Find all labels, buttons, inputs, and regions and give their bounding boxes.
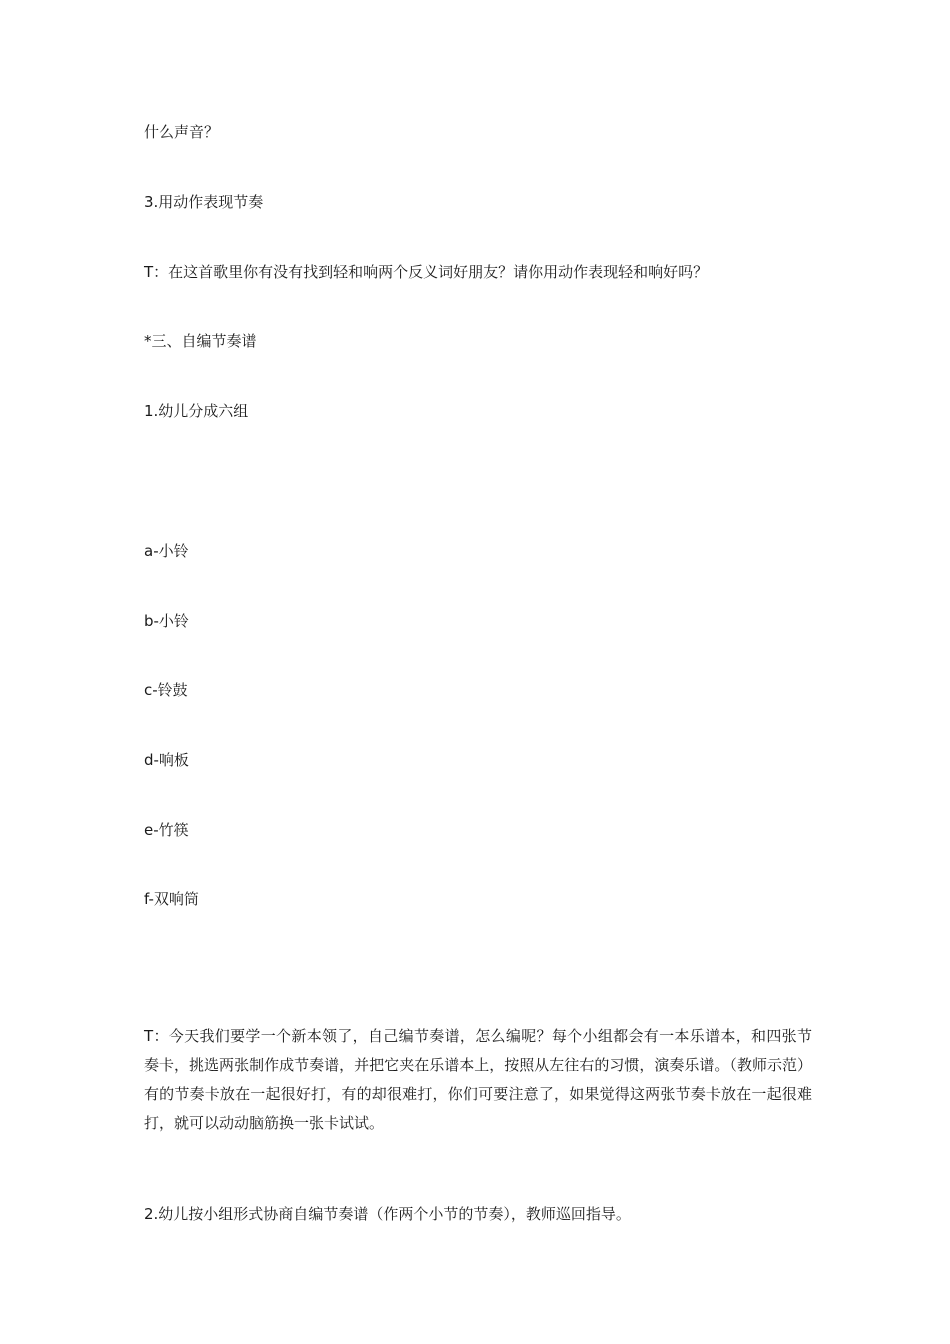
- group-item-d: d-响板: [144, 751, 189, 769]
- teacher-paragraph: T：今天我们要学一个新本领了，自己编节奏谱，怎么编呢？每个小组都会有一本乐谱本，和四张节奏卡，挑选两张制作成节奏谱，并把它夹在乐谱本上，按照从左往右的习惯，演奏乐谱。（教师示范）有的节奏卡放在一起很好打，有的却很难打，你们可要注意了，如果觉得这两张节奏卡放在一起很难打，就可以动动脑筋换一张卡试试。: [144, 1027, 812, 1132]
- step2-text: 2.幼儿按小组形式协商自编节奏谱（作两个小节的节奏），教师巡回指导。: [144, 1205, 631, 1223]
- section3-heading: *三、自编节奏谱: [144, 332, 257, 350]
- group-item-c: c-铃鼓: [144, 681, 188, 699]
- group-item-e: e-竹筷: [144, 821, 189, 839]
- step3-heading: 3.用动作表现节奏: [144, 193, 264, 211]
- step3-question: T：在这首歌里你有没有找到轻和响两个反义词好朋友？请你用动作表现轻和响好吗？: [144, 263, 709, 281]
- group-item-a: a-小铃: [144, 542, 189, 560]
- group-item-b: b-小铃: [144, 612, 189, 630]
- text-line-sound: 什么声音？: [144, 123, 220, 141]
- group-item-f: f-双响筒: [144, 890, 199, 908]
- step1-heading: 1.幼儿分成六组: [144, 402, 249, 420]
